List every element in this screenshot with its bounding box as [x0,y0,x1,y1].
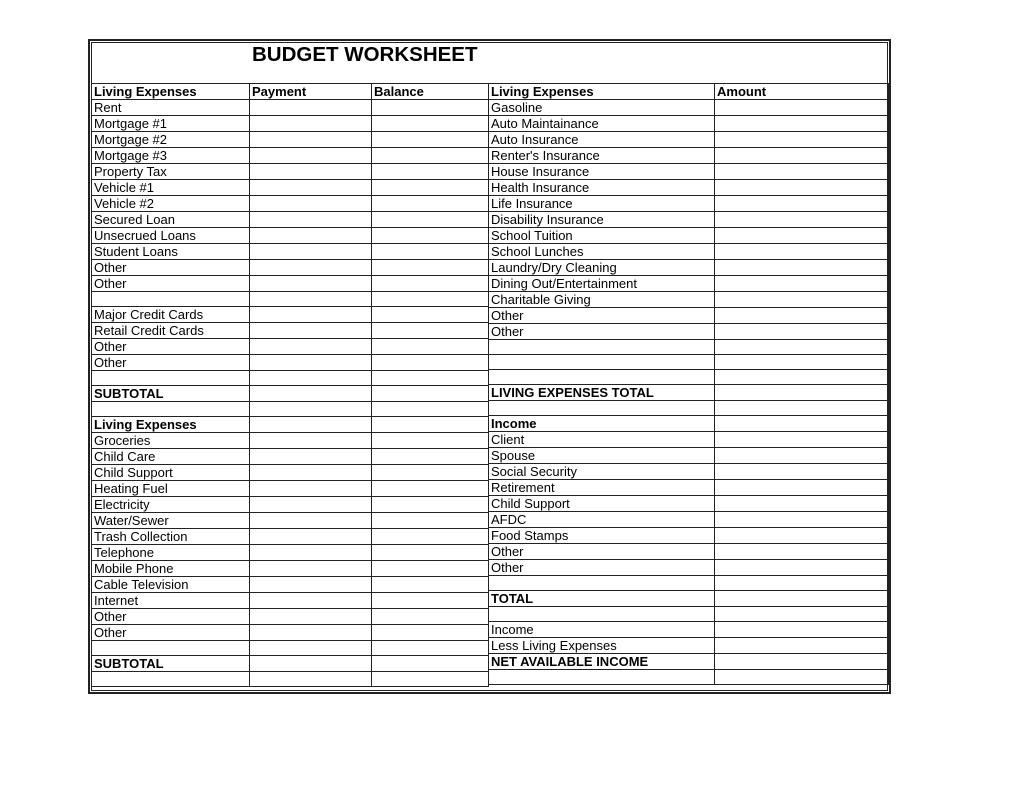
left-entry-cell[interactable] [372,481,489,497]
right-entry-cell[interactable] [715,480,889,496]
left-entry-cell[interactable] [250,465,372,481]
right-entry-cell[interactable] [715,180,889,196]
left-entry-cell[interactable] [372,497,489,513]
right-entry-cell[interactable] [715,370,889,385]
right-entry-cell[interactable] [715,591,889,607]
left-row-label: Telephone [92,545,250,561]
left-row-label [92,402,250,417]
right-entry-cell[interactable] [715,670,889,685]
left-table-row [92,132,489,148]
right-table-row [489,432,889,448]
left-table-row [92,180,489,196]
left-table-row [92,417,489,433]
left-table-row [92,260,489,276]
left-row-label: Property Tax [92,164,250,180]
left-entry-cell[interactable] [250,116,372,132]
left-expense-table [91,83,489,687]
left-table-row [92,276,489,292]
left-table-row [92,148,489,164]
right-row-label: Other [489,324,715,340]
left-entry-cell[interactable] [372,371,489,386]
right-table-row [489,654,889,670]
right-row-label [489,340,715,355]
right-row-label: Auto Maintainance [489,116,715,132]
left-entry-cell[interactable] [250,513,372,529]
right-row-label: Social Security [489,464,715,480]
right-row-label: Food Stamps [489,528,715,544]
left-table-row [92,545,489,561]
left-entry-cell[interactable] [250,339,372,355]
right-table-row [489,512,889,528]
left-row-label: Internet [92,593,250,609]
right-entry-cell[interactable] [715,212,889,228]
page-title: BUDGET WORKSHEET [252,43,478,66]
right-row-label: Health Insurance [489,180,715,196]
right-entry-cell[interactable] [715,432,889,448]
right-entry-cell[interactable] [715,638,889,654]
right-entry-cell[interactable] [715,276,889,292]
left-row-label [92,641,250,656]
right-entry-cell[interactable] [715,576,889,591]
left-table-row [92,625,489,641]
right-entry-cell[interactable] [715,512,889,528]
left-entry-cell[interactable] [372,339,489,355]
right-row-label: LIVING EXPENSES TOTAL [489,385,715,401]
right-entry-cell[interactable] [715,164,889,180]
left-entry-cell[interactable] [250,180,372,196]
left-table-row [92,593,489,609]
left-entry-cell[interactable] [250,212,372,228]
left-row-label: Secured Loan [92,212,250,228]
left-entry-cell[interactable] [250,529,372,545]
left-table-row [92,212,489,228]
left-entry-cell[interactable] [372,656,489,672]
right-row-label: Other [489,560,715,576]
left-entry-cell[interactable] [372,116,489,132]
left-entry-cell[interactable] [250,449,372,465]
right-table-row [489,401,889,416]
left-entry-cell[interactable] [250,656,372,672]
left-entry-cell[interactable] [372,276,489,292]
right-row-label: AFDC [489,512,715,528]
right-header-row [489,84,889,100]
right-entry-cell[interactable] [715,148,889,164]
left-entry-cell[interactable] [250,148,372,164]
left-table-row [92,371,489,386]
right-row-label: Income [489,416,715,432]
right-entry-cell[interactable] [715,100,889,116]
left-entry-cell[interactable] [372,132,489,148]
left-table-row [92,292,489,307]
right-row-label: Charitable Giving [489,292,715,308]
left-entry-cell[interactable] [372,641,489,656]
right-row-label: House Insurance [489,164,715,180]
left-entry-cell[interactable] [372,100,489,116]
right-row-label: Other [489,308,715,324]
right-entry-cell[interactable] [715,196,889,212]
left-entry-cell[interactable] [250,672,372,687]
right-row-label: School Tuition [489,228,715,244]
left-entry-cell[interactable] [372,260,489,276]
right-table-row [489,292,889,308]
right-table-row [489,340,889,355]
left-table-row [92,656,489,672]
left-row-label: Mortgage #1 [92,116,250,132]
left-row-label: Trash Collection [92,529,250,545]
right-row-label: Client [489,432,715,448]
left-table-row [92,355,489,371]
left-entry-cell[interactable] [372,212,489,228]
right-entry-cell[interactable] [715,622,889,638]
left-entry-cell[interactable] [250,577,372,593]
left-entry-cell[interactable] [250,433,372,449]
right-entry-cell[interactable] [715,528,889,544]
right-table-row [489,638,889,654]
left-row-label: Cable Television [92,577,250,593]
left-row-label: Electricity [92,497,250,513]
left-entry-cell[interactable] [372,292,489,307]
right-column-header: Living Expenses [489,84,715,100]
left-entry-cell[interactable] [372,323,489,339]
left-row-label: Mobile Phone [92,561,250,577]
left-entry-cell[interactable] [372,228,489,244]
right-table-row [489,244,889,260]
left-entry-cell[interactable] [250,497,372,513]
left-entry-cell[interactable] [250,609,372,625]
left-row-label: SUBTOTAL [92,656,250,672]
left-row-label [92,292,250,307]
left-row-label: Groceries [92,433,250,449]
left-entry-cell[interactable] [372,449,489,465]
right-row-label [489,607,715,622]
right-row-label: Life Insurance [489,196,715,212]
left-row-label: Other [92,355,250,371]
left-row-label: Vehicle #2 [92,196,250,212]
left-row-label: Major Credit Cards [92,307,250,323]
right-entry-cell[interactable] [715,340,889,355]
right-row-label [489,670,715,685]
right-table-row [489,448,889,464]
left-entry-cell[interactable] [250,228,372,244]
left-column-header: Balance [372,84,489,100]
left-table-row [92,116,489,132]
right-row-label [489,401,715,416]
right-row-label: Spouse [489,448,715,464]
right-row-label: Auto Insurance [489,132,715,148]
right-row-label: Renter's Insurance [489,148,715,164]
left-table-row [92,513,489,529]
right-row-label [489,370,715,385]
left-entry-cell[interactable] [250,276,372,292]
left-row-label: Mortgage #2 [92,132,250,148]
right-row-label: Other [489,544,715,560]
right-entry-cell[interactable] [715,560,889,576]
left-entry-cell[interactable] [250,164,372,180]
right-table-row [489,308,889,324]
left-table-row [92,577,489,593]
left-table-row [92,672,489,687]
left-entry-cell[interactable] [250,260,372,276]
right-entry-cell[interactable] [715,324,889,340]
right-table-row [489,480,889,496]
left-row-label: Other [92,339,250,355]
left-table-row [92,465,489,481]
right-entry-cell[interactable] [715,292,889,308]
right-table-row [489,116,889,132]
left-entry-cell[interactable] [250,307,372,323]
right-table-row [489,576,889,591]
left-table-row [92,339,489,355]
left-table-row [92,228,489,244]
left-table-row [92,433,489,449]
right-table-row [489,496,889,512]
right-table-row [489,180,889,196]
left-entry-cell[interactable] [250,100,372,116]
left-entry-cell[interactable] [372,196,489,212]
left-row-label: Other [92,260,250,276]
right-table-row [489,464,889,480]
left-entry-cell[interactable] [372,577,489,593]
right-entry-cell[interactable] [715,228,889,244]
left-row-label: Other [92,609,250,625]
left-row-label: Mortgage #3 [92,148,250,164]
left-table-row [92,100,489,116]
right-table-row [489,148,889,164]
left-entry-cell[interactable] [372,513,489,529]
right-table-row [489,228,889,244]
left-row-label: Living Expenses [92,417,250,433]
right-column-header: Amount [715,84,889,100]
right-table-row [489,100,889,116]
left-entry-cell[interactable] [372,402,489,417]
left-row-label: Water/Sewer [92,513,250,529]
left-table-row [92,323,489,339]
left-table-row [92,244,489,260]
right-row-label: Laundry/Dry Cleaning [489,260,715,276]
right-table-row [489,560,889,576]
left-row-label [92,672,250,687]
right-table-row [489,416,889,432]
right-row-label: Less Living Expenses [489,638,715,654]
left-row-label: Unsecrued Loans [92,228,250,244]
right-entry-cell[interactable] [715,116,889,132]
left-row-label: Vehicle #1 [92,180,250,196]
right-table-row [489,607,889,622]
right-entry-cell[interactable] [715,448,889,464]
left-table-row [92,497,489,513]
left-entry-cell[interactable] [250,593,372,609]
right-entry-cell[interactable] [715,416,889,432]
left-entry-cell[interactable] [372,625,489,641]
left-row-label [92,371,250,386]
left-entry-cell[interactable] [372,529,489,545]
right-table-row [489,260,889,276]
left-row-label: Student Loans [92,244,250,260]
left-row-label: Other [92,625,250,641]
left-table-row [92,449,489,465]
right-table-row [489,528,889,544]
left-entry-cell[interactable] [250,402,372,417]
left-table-row [92,641,489,656]
right-table-row [489,324,889,340]
left-entry-cell[interactable] [250,355,372,371]
left-entry-cell[interactable] [372,244,489,260]
left-row-label: Heating Fuel [92,481,250,497]
right-table-row [489,276,889,292]
left-entry-cell[interactable] [372,609,489,625]
right-table-row [489,385,889,401]
left-row-label: Child Care [92,449,250,465]
left-table-row [92,561,489,577]
left-entry-cell[interactable] [250,196,372,212]
left-row-label: Child Support [92,465,250,481]
left-table-row [92,386,489,402]
right-entry-cell[interactable] [715,607,889,622]
right-entry-cell[interactable] [715,464,889,480]
left-entry-cell[interactable] [250,323,372,339]
right-row-label: Child Support [489,496,715,512]
right-row-label: Disability Insurance [489,212,715,228]
left-entry-cell[interactable] [250,545,372,561]
right-row-label: Dining Out/Entertainment [489,276,715,292]
left-entry-cell[interactable] [372,593,489,609]
left-entry-cell[interactable] [372,307,489,323]
right-row-label: Income [489,622,715,638]
left-table-row [92,529,489,545]
right-row-label [489,355,715,370]
left-column-header: Living Expenses [92,84,250,100]
left-row-label: Other [92,276,250,292]
left-entry-cell[interactable] [250,292,372,307]
right-entry-cell[interactable] [715,385,889,401]
right-row-label: Retirement [489,480,715,496]
left-table-row [92,609,489,625]
left-table-row [92,196,489,212]
right-entry-cell[interactable] [715,132,889,148]
left-table-row [92,307,489,323]
right-table-row [489,544,889,560]
left-entry-cell[interactable] [372,561,489,577]
left-entry-cell[interactable] [372,465,489,481]
right-row-label: School Lunches [489,244,715,260]
left-entry-cell[interactable] [250,132,372,148]
left-entry-cell[interactable] [372,545,489,561]
right-entry-cell[interactable] [715,244,889,260]
right-table-row [489,212,889,228]
right-entry-cell[interactable] [715,401,889,416]
left-column-header: Payment [250,84,372,100]
left-entry-cell[interactable] [372,672,489,687]
left-entry-cell[interactable] [250,641,372,656]
right-table-row [489,132,889,148]
right-table-row [489,164,889,180]
left-row-label: Retail Credit Cards [92,323,250,339]
right-entry-cell[interactable] [715,544,889,560]
right-table-row [489,196,889,212]
right-entry-cell[interactable] [715,260,889,276]
left-entry-cell[interactable] [250,244,372,260]
left-entry-cell[interactable] [372,148,489,164]
left-entry-cell[interactable] [250,625,372,641]
left-header-row [92,84,489,100]
left-row-label: SUBTOTAL [92,386,250,402]
left-row-label: Rent [92,100,250,116]
left-entry-cell[interactable] [372,164,489,180]
left-table-row [92,481,489,497]
left-table-row [92,164,489,180]
right-table-row [489,355,889,370]
left-entry-cell[interactable] [372,386,489,402]
right-table-row [489,622,889,638]
right-row-label [489,576,715,591]
left-entry-cell[interactable] [372,433,489,449]
right-row-label: TOTAL [489,591,715,607]
left-entry-cell[interactable] [372,355,489,371]
right-row-label: Gasoline [489,100,715,116]
right-table-row [489,670,889,685]
left-entry-cell[interactable] [250,481,372,497]
right-table-row [489,591,889,607]
left-entry-cell[interactable] [250,386,372,402]
right-entry-cell[interactable] [715,308,889,324]
right-entry-cell[interactable] [715,654,889,670]
left-entry-cell[interactable] [250,371,372,386]
right-expense-table [488,83,889,685]
left-table-row [92,402,489,417]
right-table-row [489,370,889,385]
right-row-label: NET AVAILABLE INCOME [489,654,715,670]
right-entry-cell[interactable] [715,355,889,370]
left-entry-cell[interactable] [250,417,372,433]
left-entry-cell[interactable] [372,180,489,196]
left-entry-cell[interactable] [372,417,489,433]
left-entry-cell[interactable] [250,561,372,577]
right-entry-cell[interactable] [715,496,889,512]
